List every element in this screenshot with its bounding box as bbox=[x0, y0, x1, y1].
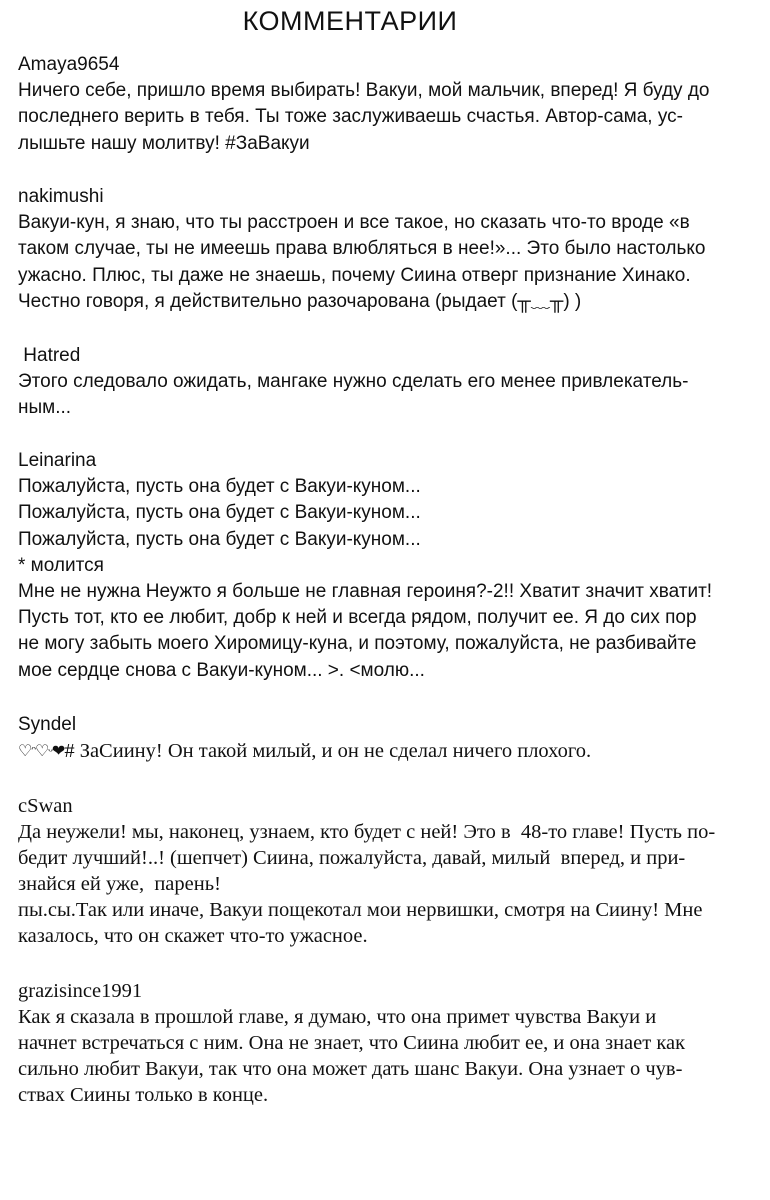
comment-line: Этого следовало ожидать, мангаке нужно сделать его менее привлекатель- bbox=[18, 371, 689, 393]
comment-text: # ЗаСиину! Он такой милый, и он не сделал ничего плохого. bbox=[64, 740, 592, 763]
comment-grazisince1991 bbox=[18, 978, 766, 1108]
comment-hatred bbox=[18, 343, 766, 422]
comment-line: лышьте нашу молитву! #ЗаВакуи bbox=[18, 132, 310, 154]
comment-line: * молится bbox=[18, 554, 104, 576]
comment-line: Пусть тот, кто ее любит, добр к ней и всегда рядом, получит ее. Я до сих пор bbox=[18, 607, 697, 629]
comment-nakimushi bbox=[18, 184, 766, 315]
comment-line: не могу забыть моего Хиромицу-куна, и поэтому, пожалуйста, не разбивайте bbox=[18, 633, 697, 655]
comment-line: Пожалуйста, пусть она будет с Вакуи-куном... bbox=[18, 502, 421, 524]
comment-author: grazisince1991 bbox=[18, 980, 143, 1002]
comment-line: ужасно. Плюс, ты даже не знаешь, почему Сиина отверг признание Хинако. bbox=[18, 264, 691, 286]
comment-line: знайся ей уже, парень! bbox=[18, 873, 221, 895]
comment-line: Ничего себе, пришло время выбирать! Вакуи, мой мальчик, вперед! Я буду до bbox=[18, 80, 710, 102]
comment-line: Мне не нужна Неужто я больше не главная героиня?-2!! Хватит значит хватит! bbox=[18, 581, 713, 603]
comment-author: Leinarina bbox=[18, 450, 97, 471]
comment-line: казалось, что он скажет что-то ужасное. bbox=[18, 925, 368, 947]
comment-line: начнет встречаться с ним. Она не знает, что Сиина любит ее, и она знает как bbox=[18, 1032, 686, 1054]
comment-leinarina bbox=[18, 448, 766, 684]
comment-author: nakimushi bbox=[18, 186, 104, 207]
comment-line: Честно говоря, я действительно разочарована (рыдает (╥﹏╥) ) bbox=[18, 290, 582, 312]
comment-line: Да неужели! мы, наконец, узнаем, кто будет с ней! Это в 48-то главе! Пусть по- bbox=[18, 821, 716, 843]
comment-author: Hatred bbox=[18, 345, 81, 366]
comment-line: сильно любит Вакуи, так что она может дать шанс Вакуи. Она узнает о чув- bbox=[18, 1058, 683, 1080]
comment-line: таком случае, ты не имеешь права влюбляться в нее!»... Это было настолько bbox=[18, 238, 706, 260]
comment-line: последнего верить в тебя. Ты тоже заслуживаешь счастья. Автор-сама, ус- bbox=[18, 106, 683, 128]
comment-line: пы.сы.Так или иначе, Вакуи пощекотал мои нервишки, смотря на Сиину! Мне bbox=[18, 899, 703, 921]
comment-author: Syndel bbox=[18, 714, 77, 735]
comment-line: ным... bbox=[18, 397, 72, 419]
comment-line: Вакуи-кун, я знаю, что ты расстроен и все такое, но сказать что-то вроде «в bbox=[18, 212, 690, 234]
hearts-icon: ♡ᵔ♡ᵕ❤ bbox=[18, 743, 65, 761]
comment-cswan bbox=[18, 793, 766, 949]
comment-amaya9654 bbox=[18, 52, 766, 157]
comment-author: Amaya9654 bbox=[18, 54, 120, 75]
comment-line: Пожалуйста, пусть она будет с Вакуи-куном... bbox=[18, 528, 421, 550]
comment-line: Как я сказала в прошлой главе, я думаю, что она примет чувства Вакуи и bbox=[18, 1006, 657, 1028]
page-title: КОММЕНТАРИИ bbox=[242, 6, 458, 36]
comment-line: Пожалуйста, пусть она будет с Вакуи-куном... bbox=[18, 476, 421, 498]
comment-line: мое сердце снова с Вакуи-куном... >. <молю... bbox=[18, 659, 425, 681]
comment-syndel bbox=[18, 712, 766, 765]
comment-line bbox=[18, 738, 766, 765]
comment-line: ствах Сиины только в конце. bbox=[18, 1084, 269, 1106]
comment-line: бедит лучший!..! (шепчет) Сиина, пожалуйста, давай, милый вперед, и при- bbox=[18, 847, 686, 869]
comment-author: cSwan bbox=[18, 795, 73, 817]
